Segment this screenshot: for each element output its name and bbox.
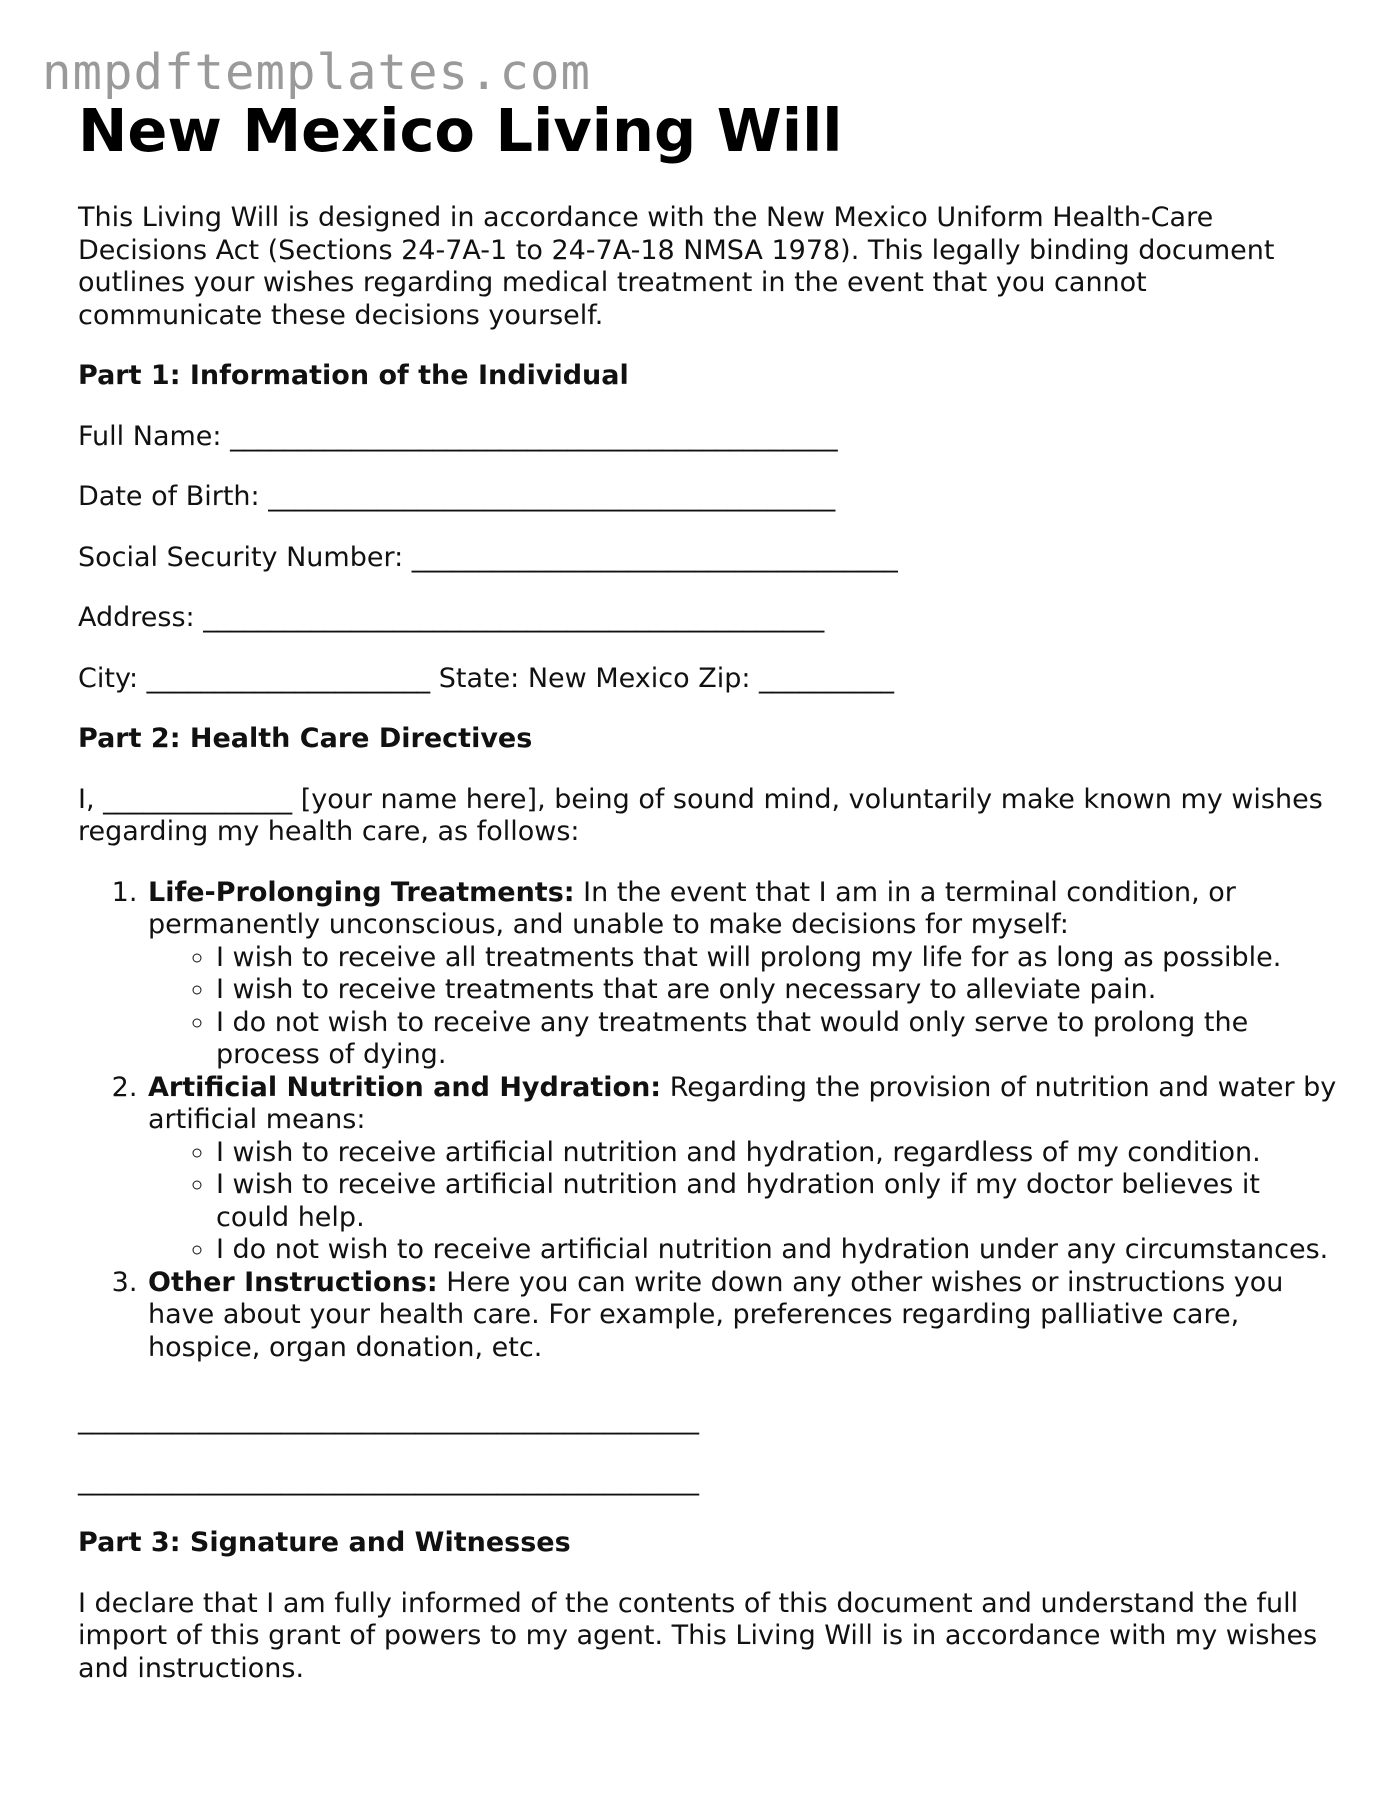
- directive-label: Artificial Nutrition and Hydration:: [148, 1071, 662, 1103]
- intro-paragraph: This Living Will is designed in accordance with the New Mexico Uniform Health-Care Decisions Act (Sections 24-7A-1 to 24-7A-18 NMSA 1978). This legally binding document outlines your wishes regarding medical treatment in the event that you cannot communicate these decisions yourself.: [78, 202, 1275, 331]
- address-field[interactable]: Address: ______________________________________________: [78, 602, 825, 633]
- document-title: New Mexico Living Will: [78, 96, 843, 165]
- directives-list: [78, 877, 1338, 1365]
- directive-label: Life-Prolonging Treatments:: [148, 876, 575, 908]
- option-item: ◦ I wish to receive artificial nutrition and hydration only if my doctor believes it could help.: [216, 1169, 1338, 1234]
- option-item: ◦ I do not wish to receive any treatments that would only serve to prolong the process of dying.: [216, 1007, 1338, 1072]
- watermark: nmpdftemplates.com: [42, 44, 592, 101]
- directive-text: In the event that I am in a terminal condition, or permanently unconscious, and unable to make decisions for myself:: [148, 876, 1236, 940]
- full-name-field[interactable]: Full Name: _____________________________________________: [78, 420, 838, 452]
- option-item: ◦ I do not wish to receive artificial nutrition and hydration under any circumstances.: [216, 1234, 1338, 1267]
- date-of-birth-field[interactable]: Date of Birth: __________________________________________: [78, 481, 836, 512]
- document-body: [78, 202, 1338, 1713]
- other-instructions-line[interactable]: ______________________________________________: [78, 1464, 699, 1496]
- ssn-field[interactable]: Social Security Number: ____________________________________: [78, 541, 898, 573]
- directive-text: Regarding the provision of nutrition and water by artificial means:: [148, 1071, 1337, 1135]
- option-item: ◦ I wish to receive artificial nutrition and hydration, regardless of my condition.: [216, 1137, 1338, 1170]
- other-instructions-line[interactable]: ______________________________________________: [78, 1404, 699, 1435]
- directive-options: [148, 942, 1338, 1072]
- directive-item: [146, 1072, 1338, 1267]
- directive-item: [146, 877, 1338, 1072]
- option-item: ◦ I wish to receive treatments that are only necessary to alleviate pain.: [216, 974, 1338, 1007]
- part1-heading: Part 1: Information of the Individual: [78, 360, 629, 391]
- part2-heading: Part 2: Health Care Directives: [78, 723, 533, 754]
- city-state-zip-field[interactable]: City: _____________________ State: New Mexico Zip: __________: [78, 662, 895, 694]
- option-item: ◦ I wish to receive all treatments that will prolong my life for as long as possible.: [216, 942, 1338, 975]
- declaration-paragraph: I declare that I am fully informed of the contents of this document and understand the full import of this grant of powers to my agent. This Living Will is in accordance with my wishes and instructions.: [78, 1587, 1318, 1684]
- directive-text: Here you can write down any other wishes or instructions you have about your health care. For example, preferences regarding palliative care, hospice, organ donation, etc.: [148, 1266, 1284, 1363]
- part2-intro: I, ______________ [your name here], being of sound mind, voluntarily make known my wishes regarding my health care, as follows:: [78, 783, 1323, 847]
- directive-label: Other Instructions:: [148, 1266, 438, 1298]
- directive-options: [148, 1137, 1338, 1267]
- part3-heading: Part 3: Signature and Witnesses: [78, 1527, 571, 1558]
- directive-item: [146, 1267, 1338, 1365]
